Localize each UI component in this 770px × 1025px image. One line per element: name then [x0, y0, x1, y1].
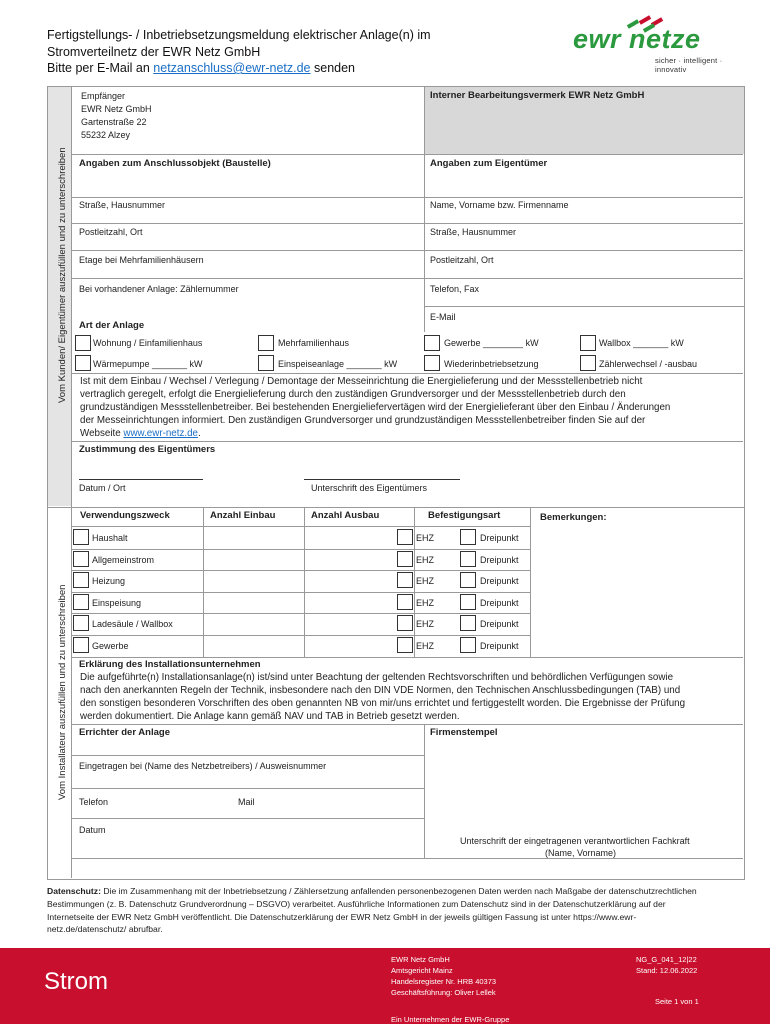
dreipunkt-label: Dreipunkt [480, 598, 519, 608]
registered-field[interactable]: Eingetragen bei (Name des Netzbetreibers) / Ausweisnummer [79, 761, 327, 771]
ehz-checkbox[interactable] [397, 529, 413, 545]
row-checkbox[interactable] [73, 637, 89, 653]
footer-page: Seite 1 von 1 [655, 997, 699, 1006]
object-zip-field[interactable]: Postleitzahl, Ort [79, 227, 143, 237]
privacy-line-4: netz.de/datenschutz/ abrufbar. [47, 924, 163, 935]
date-place-label[interactable]: Datum / Ort [79, 483, 126, 493]
row-checkbox[interactable] [73, 572, 89, 588]
title-line-1: Fertigstellungs- / Inbetriebsetzungsmeldung elektrischer Anlage(n) im [47, 28, 431, 42]
owner-signature-label[interactable]: Unterschrift des Eigentümers [311, 483, 428, 493]
object-street-field[interactable]: Straße, Hausnummer [79, 200, 166, 210]
checkbox-mehrfamilienhaus[interactable] [258, 335, 274, 351]
footer-brand: Strom [44, 968, 109, 995]
installer-title: Errichter der Anlage [79, 727, 170, 738]
checkbox-wallbox[interactable] [580, 335, 596, 351]
ehz-label: EHZ [416, 598, 434, 608]
dreipunkt-checkbox[interactable] [460, 637, 476, 653]
declaration-paragraph [80, 671, 740, 723]
row-checkbox[interactable] [73, 615, 89, 631]
ewr-netze-logo [570, 10, 750, 74]
footer-register: Handelsregister Nr. HRB 40373 [391, 977, 497, 986]
checkbox-zaehlerwechsel[interactable] [580, 355, 596, 371]
col-anzahl-ausbau: Anzahl Ausbau [311, 510, 380, 521]
option-mehrfamilienhaus: Mehrfamilienhaus [278, 338, 350, 348]
option-einspeiseanlage: Einspeiseanlage _______ kW [278, 359, 398, 369]
footer-date: Stand: 12.06.2022 [636, 966, 698, 975]
option-wiederinbetriebsetzung: Wiederinbetriebsetzung [444, 359, 539, 369]
object-meter-field[interactable]: Bei vorhandener Anlage: Zählernummer [79, 284, 239, 294]
dreipunkt-label: Dreipunkt [480, 641, 519, 651]
col-bemerkungen: Bemerkungen: [540, 512, 607, 523]
ehz-label: EHZ [416, 641, 434, 651]
usage-purpose: Ladesäule / Wallbox [92, 619, 173, 629]
document-title [47, 27, 431, 77]
title-prefix: Bitte per E-Mail an [47, 61, 154, 75]
ehz-label: EHZ [416, 619, 434, 629]
recipient-label: Empfänger [81, 91, 126, 101]
owner-zip-field[interactable]: Postleitzahl, Ort [430, 255, 494, 265]
email-link[interactable]: netzanschluss@ewr-netz.de [153, 61, 311, 75]
checkbox-waermepumpe[interactable] [75, 355, 91, 371]
art-title: Art der Anlage [79, 320, 145, 331]
info-line-2: vertraglich geregelt, erfolgt die Energielieferung durch den zuständigen Grundversorger und der Messstellenbetrieb durch den [80, 389, 626, 400]
usage-purpose: Haushalt [92, 533, 128, 543]
dreipunkt-checkbox[interactable] [460, 551, 476, 567]
title-line-2: Stromverteilnetz der EWR Netz GmbH [47, 44, 261, 59]
option-gewerbe: Gewerbe ________ kW [444, 338, 539, 348]
checkbox-gewerbe[interactable] [424, 335, 440, 351]
col-anzahl-einbau: Anzahl Einbau [210, 510, 276, 521]
website-link[interactable]: www.ewr-netz.de [123, 428, 198, 439]
checkbox-wiederinbetriebsetzung[interactable] [424, 355, 440, 371]
ehz-checkbox[interactable] [397, 572, 413, 588]
usage-purpose: Allgemeinstrom [92, 555, 155, 565]
option-waermepumpe: Wärmepumpe _______ kW [93, 359, 203, 369]
recipient-street: Gartenstraße 22 [81, 117, 147, 127]
dreipunkt-checkbox[interactable] [460, 529, 476, 545]
footer-bar [0, 948, 770, 1024]
footer-court: Amtsgericht Mainz [391, 966, 453, 975]
row-checkbox[interactable] [73, 529, 89, 545]
installer-signature-sublabel: (Name, Vorname) [545, 848, 617, 858]
owner-email-field[interactable]: E-Mail [430, 312, 456, 322]
owner-name-field[interactable]: Name, Vorname bzw. Firmenname [430, 200, 569, 210]
checkbox-einspeiseanlage[interactable] [258, 355, 274, 371]
privacy-label: Datenschutz: [47, 886, 101, 896]
info-paragraph [80, 375, 740, 440]
dreipunkt-label: Dreipunkt [480, 533, 519, 543]
logo-name: ewr netze [573, 24, 701, 54]
info-line-4: der Messeinrichtungen informiert. Den zuständigen Grundversorger und grundzuständigen Messstellenbetreiber finden Sie auf der [80, 415, 646, 426]
customer-side-label: Vom Kunden/ Eigentümer auszufüllen und zu unterschreiben [57, 147, 68, 403]
declaration-title: Erklärung des Installationsunternehmen [79, 659, 261, 670]
installer-side-label: Vom Installateur auszufüllen und zu unterschreiben [57, 584, 68, 800]
ehz-checkbox[interactable] [397, 637, 413, 653]
internal-note-title: Interner Bearbeitungsvermerk EWR Netz GmbH [430, 90, 645, 101]
row-checkbox[interactable] [73, 594, 89, 610]
ehz-label: EHZ [416, 576, 434, 586]
owner-title: Angaben zum Eigentümer [430, 158, 548, 169]
declaration-line-3: den sonstigen besonderen Vorschriften des oben genannten NB von mir/uns errichtet und fertiggestellt worden. Die Ergebnisse der Prüfung [80, 698, 686, 709]
recipient-name: EWR Netz GmbH [81, 104, 152, 114]
logo-tagline: sicher · intelligent · innovativ [655, 56, 723, 74]
footer-company: EWR Netz GmbH [391, 955, 450, 964]
privacy-line-1 [47, 885, 744, 898]
footer-ceo: Geschäftsführung: Oliver Lellek [391, 988, 496, 997]
privacy-line-2: Bestimmungen (z. B. Datenschutz Grundverordnung – DSGVO) verarbeitet. Ausführliche Informationen zum Datenschutz sind in der Datenschutzerklärung auf der [47, 898, 666, 909]
dreipunkt-checkbox[interactable] [460, 572, 476, 588]
object-floor-field[interactable]: Etage bei Mehrfamilienhäusern [79, 255, 204, 265]
owner-street-field[interactable]: Straße, Hausnummer [430, 227, 517, 237]
ehz-checkbox[interactable] [397, 551, 413, 567]
info-line-1: Ist mit dem Einbau / Wechsel / Verlegung / Demontage der Messeinrichtung die Energielieferung und der Messstellenbetrieb nicht [80, 376, 643, 387]
dreipunkt-checkbox[interactable] [460, 594, 476, 610]
info-line-3: grundzuständigen Messstellenbetreiber. Bei bestehenden Energieliefervertägen wird der Energielieferant über den Einbau / Änderungen [80, 402, 671, 413]
recipient-city: 55232 Alzey [81, 130, 131, 140]
privacy-text-1: Die im Zusammenhang mit der Inbetriebsetzung / Zählersetzung anfallenden personenbezogenen Daten werden nach Maßgabe der datenschutzrechtlichen [100, 886, 697, 896]
row-checkbox[interactable] [73, 551, 89, 567]
title-suffix: senden [310, 61, 355, 75]
col-verwendungszweck: Verwendungszweck [80, 510, 170, 521]
privacy-notice [47, 885, 744, 936]
usage-purpose: Heizung [92, 576, 126, 586]
company-stamp-label[interactable]: Firmenstempel [430, 727, 498, 738]
info-line-5 [80, 427, 740, 440]
declaration-line-4: werden dokumentiert. Die Anlage kann gemäß NAV und TAB in Betrieb gesetzt werden. [80, 711, 460, 722]
dreipunkt-label: Dreipunkt [480, 619, 519, 629]
declaration-line-1: Die aufgeführte(n) Installationsanlage(n) ist/sind unter Beachtung der geltenden Rechtsvorschriften und behördlichen Verfügungen sowie [80, 672, 674, 683]
title-line-3 [47, 60, 431, 77]
installer-signature-label[interactable]: Unterschrift der eingetragenen verantwortlichen Fachkraft [460, 836, 690, 846]
checkbox-wohnung[interactable] [75, 335, 91, 351]
consent-title: Zustimmung des Eigentümers [79, 444, 216, 455]
installer-phone-field[interactable]: Telefon [79, 797, 109, 807]
option-wohnung: Wohnung / Einfamilienhaus [93, 338, 203, 348]
dreipunkt-checkbox[interactable] [460, 615, 476, 631]
footer-doc-id: NG_G_041_12|22 [636, 955, 697, 964]
ehz-checkbox[interactable] [397, 615, 413, 631]
usage-purpose: Einspeisung [92, 598, 142, 608]
object-title: Angaben zum Anschlussobjekt (Baustelle) [79, 158, 271, 169]
ehz-checkbox[interactable] [397, 594, 413, 610]
footer-group: Ein Unternehmen der EWR-Gruppe [391, 1015, 510, 1024]
dreipunkt-label: Dreipunkt [480, 576, 519, 586]
declaration-line-2: nach den anerkannten Regeln der Technik, insbesondere nach den DIN VDE Normen, den Technischen Anschlussbedingungen (TAB) und [80, 685, 681, 696]
info-prefix: Webseite [80, 428, 124, 439]
installer-date-field[interactable]: Datum [79, 825, 106, 835]
owner-phone-field[interactable]: Telefon, Fax [430, 284, 480, 294]
col-befestigungsart: Befestigungsart [428, 510, 501, 521]
dreipunkt-label: Dreipunkt [480, 555, 519, 565]
info-suffix: . [197, 428, 201, 439]
privacy-line-3: Internetseite der EWR Netz GmbH veröffentlicht. Die Datenschutzerklärung der EWR Netz GmbH in der jeweils gültigen Fassung ist unter https://www.ewr- [47, 911, 637, 922]
ehz-label: EHZ [416, 555, 434, 565]
ehz-label: EHZ [416, 533, 434, 543]
installer-mail-field[interactable]: Mail [238, 797, 255, 807]
option-zaehlerwechsel: Zählerwechsel / -ausbau [599, 359, 698, 369]
option-wallbox: Wallbox _______ kW [599, 338, 684, 348]
usage-purpose: Gewerbe [92, 641, 129, 651]
